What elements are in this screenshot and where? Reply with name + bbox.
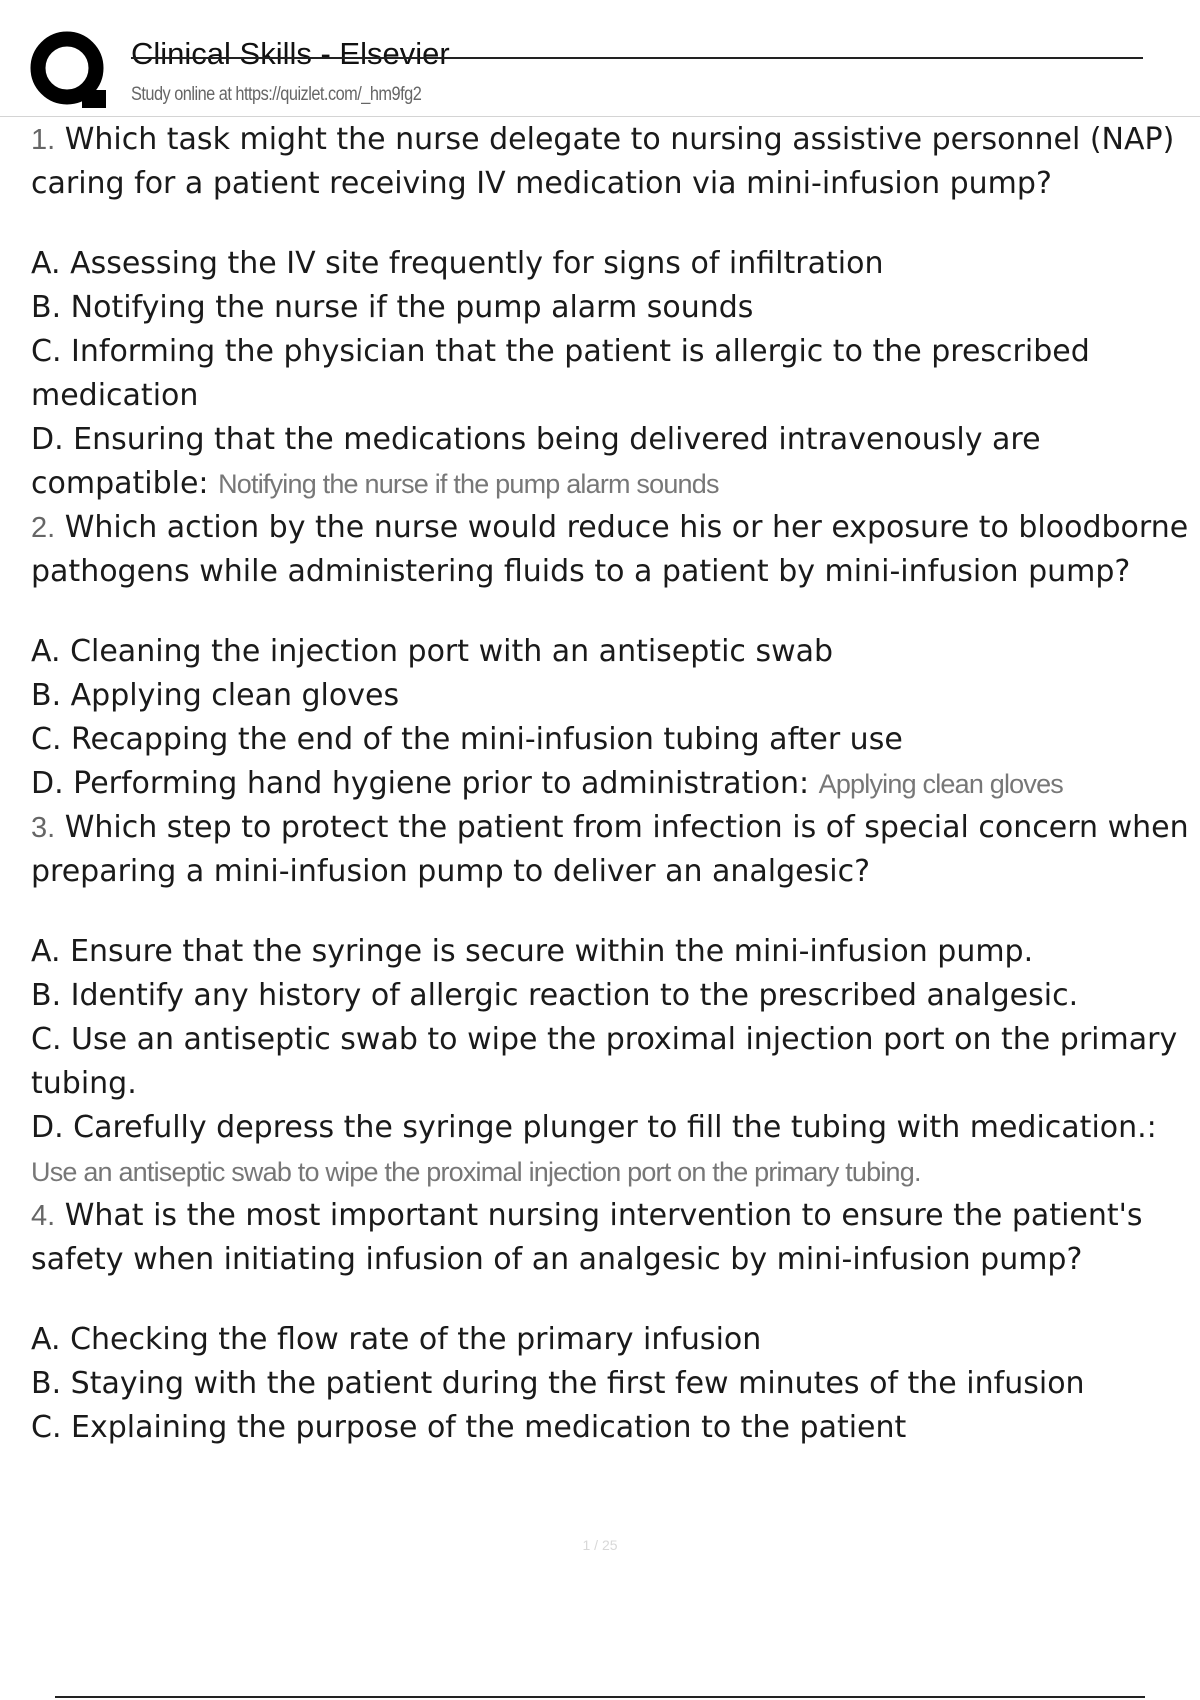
question-text: Which action by the nurse would reduce his or her exposure to bloodborne pathogens while administering fluids to a patient by mini-infusion pump?: [31, 510, 1189, 589]
question-3: [31, 806, 1196, 1194]
answer-options: [31, 930, 1196, 1194]
option-c: C. Informing the physician that the patient is allergic to the prescribed medication: [31, 334, 1090, 413]
title-rule: [131, 57, 1143, 59]
answer-options: [31, 242, 1196, 506]
page-number: 1 / 25: [582, 1537, 618, 1553]
option-d: D. Performing hand hygiene prior to administration:: [31, 766, 810, 801]
question-2: [31, 506, 1196, 806]
option-c: C. Explaining the purpose of the medication to the patient: [31, 1410, 907, 1445]
option-b: B. Staying with the patient during the first few minutes of the infusion: [31, 1366, 1085, 1401]
page-header: [0, 0, 1200, 120]
question-text: What is the most important nursing intervention to ensure the patient's safety when initiating infusion of an analgesic by mini-infusion pump?: [31, 1198, 1143, 1277]
question-1: [31, 118, 1196, 506]
question-list: [31, 118, 1196, 1450]
quizlet-q-logo-icon: [30, 30, 110, 112]
document-title: Clinical Skills - Elsevier: [131, 36, 450, 71]
header-divider: [0, 116, 1200, 117]
question-number: 4.: [31, 1200, 56, 1232]
option-d: D. Ensuring that the medications being delivered intravenously are compatible:: [31, 422, 1041, 501]
question-stem: [31, 806, 1196, 894]
question-stem: [31, 118, 1196, 206]
option-a: A. Ensure that the syringe is secure within the mini-infusion pump.: [31, 934, 1034, 969]
option-b: B. Applying clean gloves: [31, 678, 400, 713]
correct-answer: Applying clean gloves: [818, 769, 1063, 799]
option-d-with-answer: [31, 418, 1196, 506]
footer-rule: [55, 1696, 1145, 1698]
option-b: B. Notifying the nurse if the pump alarm sounds: [31, 290, 754, 325]
option-d: D. Carefully depress the syringe plunger to fill the tubing with medication.:: [31, 1110, 1157, 1145]
option-a: A. Cleaning the injection port with an antiseptic swab: [31, 634, 834, 669]
correct-answer: Notifying the nurse if the pump alarm sounds: [218, 469, 719, 499]
answer-options: [31, 1318, 1196, 1450]
question-stem: [31, 506, 1196, 594]
question-number: 1.: [31, 124, 56, 156]
question-text: Which step to protect the patient from infection is of special concern when preparing a mini-infusion pump to deliver an analgesic?: [31, 810, 1189, 889]
option-b: B. Identify any history of allergic reaction to the prescribed analgesic.: [31, 978, 1079, 1013]
correct-answer: Use an antiseptic swab to wipe the proximal injection port on the primary tubing.: [31, 1157, 921, 1187]
option-c: C. Use an antiseptic swab to wipe the proximal injection port on the primary tubing.: [31, 1022, 1178, 1101]
option-d-with-answer: [31, 1106, 1196, 1194]
option-a: A. Checking the flow rate of the primary infusion: [31, 1322, 762, 1357]
option-d-with-answer: [31, 762, 1196, 806]
question-number: 2.: [31, 512, 56, 544]
question-text: Which task might the nurse delegate to nursing assistive personnel (NAP) caring for a patient receiving IV medication via mini-infusion pump?: [31, 122, 1175, 201]
question-4: [31, 1194, 1196, 1450]
question-number: 3.: [31, 812, 56, 844]
option-c: C. Recapping the end of the mini-infusion tubing after use: [31, 722, 903, 757]
study-online-link-text[interactable]: Study online at https://quizlet.com/_hm9fg2: [131, 84, 422, 105]
option-a: A. Assessing the IV site frequently for signs of infiltration: [31, 246, 884, 281]
answer-options: [31, 630, 1196, 806]
question-stem: [31, 1194, 1196, 1282]
